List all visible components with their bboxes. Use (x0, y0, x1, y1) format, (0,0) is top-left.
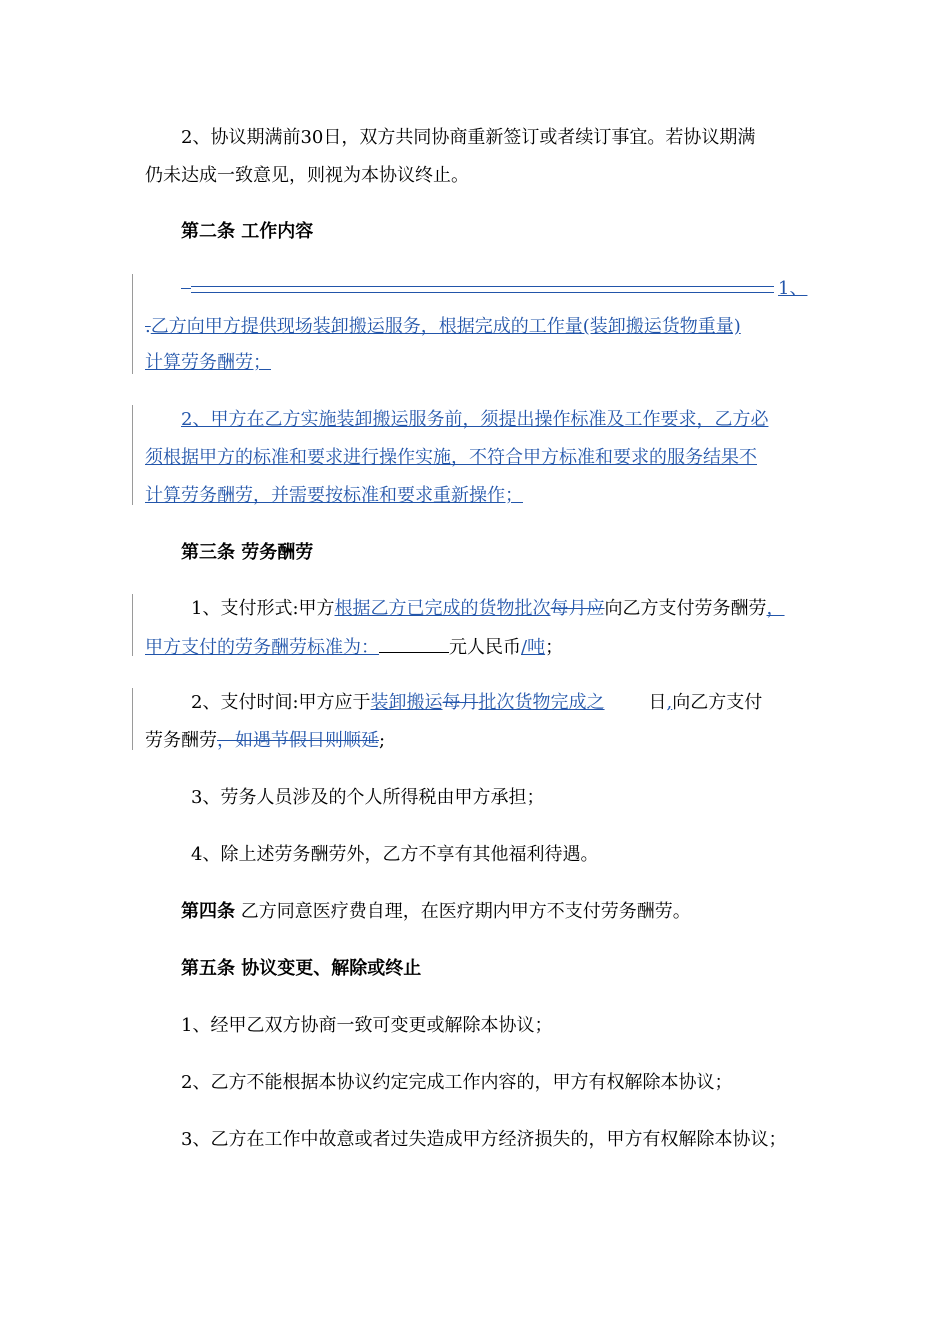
paragraph (191, 690, 762, 716)
paragraph: 仍未达成一致意见，则视为本协议终止。 (145, 165, 469, 186)
deleted-text: 每月 (442, 692, 479, 713)
change-bar (132, 405, 133, 505)
paragraph (191, 596, 785, 622)
plain-text: 1、支付形式:甲方 (191, 598, 335, 619)
deleted-mark: . (145, 316, 151, 337)
fill-in-blank (379, 634, 449, 653)
paragraph (145, 728, 385, 754)
plain-text: 元人民币 (449, 637, 521, 658)
paragraph: 4、除上述劳务酬劳外，乙方不享有其他福利待遇。 (191, 844, 599, 865)
inserted-rule (191, 286, 774, 287)
section-heading: 第三条 劳务酬劳 (181, 542, 314, 563)
plain-text: 向乙方支付 (672, 692, 763, 713)
change-bar (132, 594, 133, 656)
plain-text: 日 (648, 692, 667, 713)
change-bar (132, 274, 133, 374)
plain-text: 劳务酬劳 (145, 730, 217, 751)
paragraph: 2、乙方不能根据本协议约定完成工作内容的，甲方有权解除本协议； (181, 1072, 733, 1093)
inserted-rule (191, 292, 774, 293)
inserted-text: 根据乙方已完成的货物批次 (334, 598, 551, 619)
inserted-text: 2、甲方在乙方实施装卸搬运服务前，须提出操作标准及工作要求，乙方必 (181, 409, 769, 430)
item-number: 1、 (778, 278, 808, 299)
deleted-text: 每月应 (550, 598, 605, 619)
paragraph: 3、劳务人员涉及的个人所得税由甲方承担； (191, 787, 545, 808)
plain-text: 2、支付时间:甲方应于 (191, 692, 371, 713)
section-heading: 第五条 协议变更、解除或终止 (181, 958, 422, 979)
inserted-text: 甲方支付的劳务酬劳标准为： (145, 637, 379, 658)
paragraph: 1、经甲乙双方协商一致可变更或解除本协议； (181, 1015, 553, 1036)
change-bar (132, 688, 133, 750)
plain-text: ； (545, 637, 564, 658)
paragraph (145, 634, 563, 661)
paragraph: 2、协议期满前30日，双方共同协商重新签订或者续订事宜。若协议期满 (181, 127, 756, 148)
inserted-text: ， (766, 598, 785, 619)
plain-text: 向乙方支付劳务酬劳 (604, 598, 767, 619)
inserted-text: 装卸搬运 (370, 692, 443, 713)
inserted-text: 计算劳务酬劳； (145, 352, 271, 373)
inserted-text: , (666, 692, 673, 713)
paragraph (181, 899, 691, 925)
inserted-text: 批次货物完成之 (478, 692, 605, 713)
inserted-text: /吨 (521, 637, 546, 658)
section-heading: 第四条 (181, 901, 235, 922)
plain-text: 乙方同意医疗费自理，在医疗期内甲方不支付劳务酬劳。 (235, 901, 691, 922)
paragraph: 3、乙方在工作中故意或者过失造成甲方经济损失的，甲方有权解除本协议； (181, 1129, 787, 1150)
deleted-text: ，如遇节假日则顺延 (217, 730, 379, 751)
inserted-text: 计算劳务酬劳，并需要按标准和要求重新操作； (145, 485, 523, 506)
inserted-text: 须根据甲方的标准和要求进行操作实施，不符合甲方标准和要求的服务结果不 (145, 447, 757, 468)
inserted-rule (181, 288, 191, 289)
inserted-text: 乙方向甲方提供现场装卸搬运服务，根据完成的工作量(装卸搬运货物重量) (150, 316, 741, 337)
section-heading: 第二条 工作内容 (181, 221, 314, 242)
paragraph (145, 314, 741, 340)
plain-text: ; (379, 730, 386, 751)
